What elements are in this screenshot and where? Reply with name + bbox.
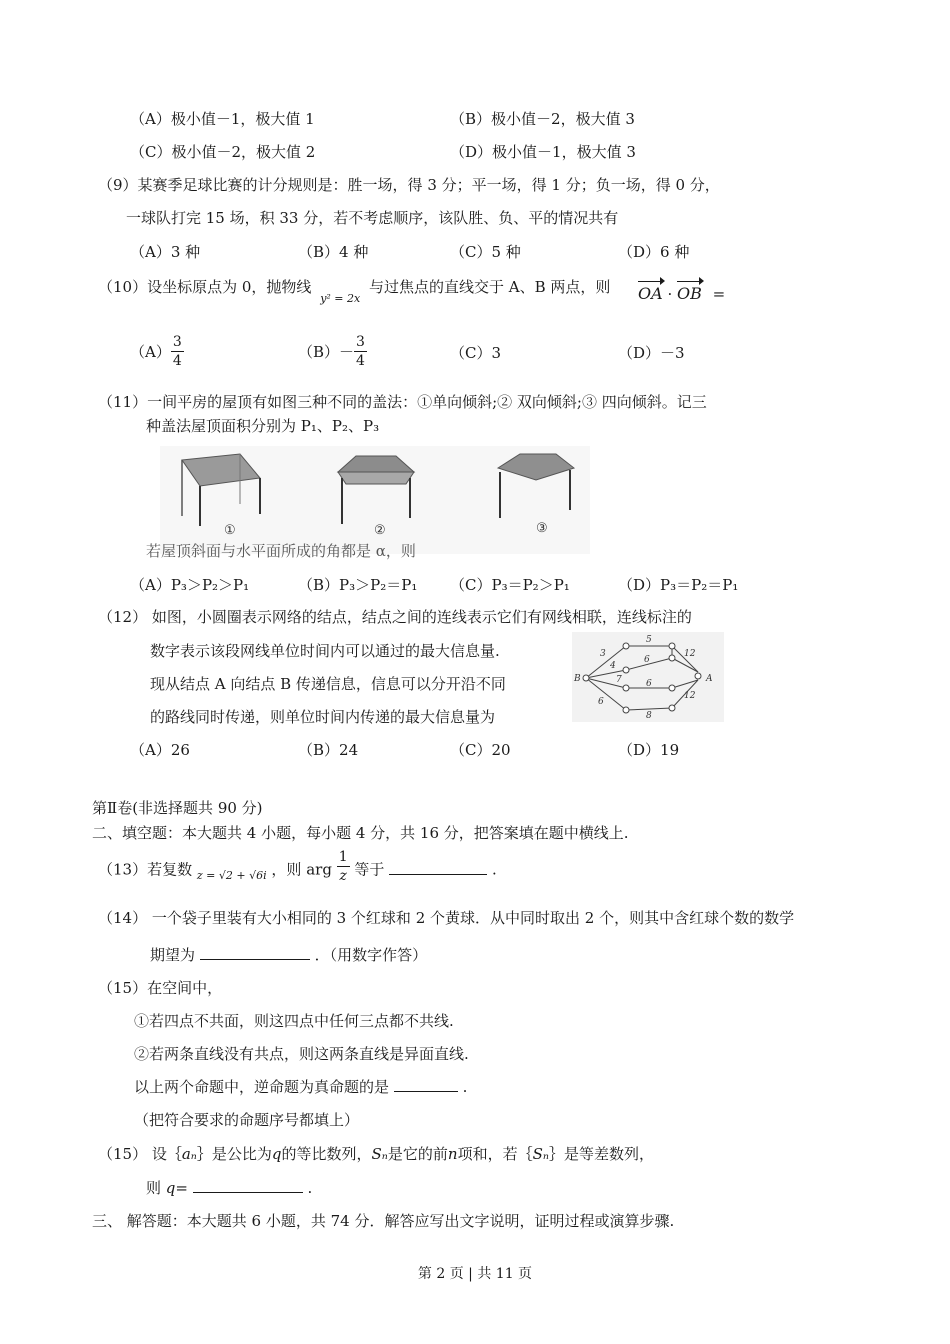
q15-answer-blank[interactable] [394, 1077, 458, 1092]
frac-denominator: 4 [356, 353, 365, 369]
vector-oa: OA [638, 284, 663, 303]
q8-option-b: （B）极小值－2，极大值 3 [450, 110, 635, 128]
q11-stem-line2: 种盖法屋顶面积分别为 P₁、P₂、P₃ [146, 417, 380, 435]
edge-label: 12 [684, 649, 696, 659]
q16-label: （15） 设｛ [98, 1145, 182, 1163]
q11-stem-line1: （11）一间平房的屋顶有如图三种不同的盖法：①单向倾斜;② 双向倾斜;③ 四向倾斜。记三 [98, 393, 707, 411]
q14-line2-suffix: ．（用数字作答） [314, 946, 428, 964]
q16-line2-suffix: . [307, 1179, 313, 1197]
edge-label: 7 [616, 675, 622, 685]
q16-text: 项和，若｛ [457, 1145, 533, 1163]
frac-numerator: 3 [356, 334, 365, 350]
q8-option-d: （D）极小值－1，极大值 3 [450, 143, 636, 161]
q9-stem-line1: （9）某赛季足球比赛的计分规则是：胜一场，得 3 分；平一场，得 1 分；负一场，得 0 分， [98, 176, 720, 194]
q13 [98, 849, 497, 889]
edge-label: 4 [610, 661, 616, 671]
q11-option-d: （D）P₃＝P₂＝P₁ [618, 576, 739, 594]
q14-answer-blank[interactable] [200, 945, 310, 960]
q10-option-d: （D）－3 [618, 344, 685, 362]
edge-label: 6 [644, 655, 650, 665]
q8-option-c: （C）极小值－2，极大值 2 [130, 143, 316, 161]
part2-title: 第Ⅱ卷(非选择题共 90 分) [92, 799, 263, 817]
frac-numerator: 3 [172, 334, 182, 350]
ratio-q: q [271, 1145, 282, 1163]
q11-stem-line3: 若屋顶斜面与水平面所成的角都是 α，则 [146, 542, 416, 560]
network-graph [572, 632, 724, 722]
q10-option-b-label: （B）－ [298, 343, 355, 361]
q10-vector-expression [638, 284, 725, 303]
q10-option-c: （C）3 [450, 344, 502, 362]
roof-label-2: ② [374, 523, 386, 538]
q15-stem-line4 [134, 1076, 467, 1097]
edge-label: 6 [598, 697, 604, 707]
q10-option-a [130, 333, 184, 370]
dot-operator: · [667, 285, 673, 303]
q16-text: 的等比数列， [281, 1145, 372, 1163]
q8-option-a: （A）极小值－1，极大值 1 [130, 110, 315, 128]
section3-heading: 三、 解答题：本大题共 6 小题，共 74 分．解答应写出文字说明，证明过程或演算步骤. [92, 1212, 675, 1230]
page-footer: 第 2 页 | 共 11 页 [417, 1266, 533, 1282]
q12-option-a: （A）26 [130, 741, 190, 759]
roof-label-1: ① [224, 523, 236, 538]
q16-answer-blank[interactable] [193, 1178, 303, 1193]
edge-label: 8 [646, 711, 652, 721]
q10-option-b [298, 333, 367, 370]
q15-line4-prefix: 以上两个命题中，逆命题为真命题的是 [134, 1078, 390, 1096]
q9-option-d: （D）6 种 [618, 243, 690, 261]
roof-label-3: ③ [536, 521, 548, 536]
q15-proposition-1: ①若四点不共面，则这四点中任何三点都不共线. [134, 1012, 454, 1030]
q15-note: （把符合要求的命题序号都填上） [134, 1111, 360, 1129]
q9-stem-line2: 一球队打完 15 场，积 33 分，若不考虑顺序，该队胜、负、平的情况共有 [126, 209, 619, 227]
q9-option-a: （A）3 种 [130, 243, 201, 261]
node-b-label: B [574, 674, 581, 684]
frac-denominator: 4 [172, 353, 182, 369]
q10-parabola: y² = 2x [320, 292, 361, 305]
edge-label: 6 [646, 679, 652, 689]
roof-figures [160, 446, 590, 554]
q13-complex-number: z = √2 + √6i [196, 868, 267, 882]
q9-option-c: （C）5 种 [450, 243, 521, 261]
q16-text: ｝是等差数列， [548, 1145, 654, 1163]
equals-sign: = [712, 285, 726, 303]
q16-text: 是它的前 [387, 1145, 448, 1163]
q12-stem-line4: 的路线同时传递，则单位时间内传递的最大信息量为 [150, 708, 496, 726]
q12-stem-line1: （12） 如图，小圆圈表示网络的结点，结点之间的连线表示它们有网线相联，连线标注的 [98, 608, 692, 626]
q10-stem-b: 与过焦点的直线交于 A、B 两点，则 [369, 278, 611, 296]
q13-answer-blank[interactable] [389, 860, 487, 875]
var-n: n [447, 1145, 458, 1163]
q13-stem: （13）若复数 [98, 860, 193, 879]
edge-label: 12 [684, 691, 696, 701]
q12-stem-line2: 数字表示该段网线单位时间内可以通过的最大信息量. [150, 642, 500, 660]
seq-a-n: aₙ [181, 1145, 197, 1163]
q10-stem-a: （10）设坐标原点为 0，抛物线 [98, 278, 312, 296]
edge-label: 3 [600, 649, 606, 659]
q12-stem-line3: 现从结点 A 向结点 B 传递信息，信息可以分开沿不同 [150, 675, 506, 693]
q-equals: q= [165, 1179, 188, 1197]
q15-proposition-2: ②若两条直线没有共点，则这两条直线是异面直线. [134, 1045, 469, 1063]
section2-heading: 二、填空题：本大题共 4 小题，每小题 4 分，共 16 分，把答案填在题中横线上. [92, 824, 629, 842]
q11-option-b: （B）P₃＞P₂＝P₁ [298, 576, 418, 594]
frac-denominator: z [339, 868, 347, 884]
q12-option-c: （C）20 [450, 741, 511, 759]
q14-stem-line1: （14） 一个袋子里装有大小相同的 3 个红球和 2 个黄球．从中同时取出 2 个，则其中含红球个数的数学 [98, 909, 795, 927]
q13-equals: 等于 [354, 860, 385, 879]
frac-numerator: 1 [338, 849, 348, 865]
q12-option-b: （B）24 [298, 741, 359, 759]
q11-option-c: （C）P₃＝P₂＞P₁ [450, 576, 570, 594]
sum-s-n: Sₙ [371, 1145, 388, 1163]
edge-label: 5 [646, 635, 652, 645]
q16-line2-prefix: 则 [146, 1179, 162, 1197]
q16-stem-line1 [98, 1143, 654, 1164]
q16-text: ｝是公比为 [196, 1145, 272, 1163]
node-a-label: A [706, 674, 713, 684]
q10-option-a-label: （A） [130, 343, 171, 361]
q16-stem-line2 [146, 1177, 312, 1198]
q13-end: . [491, 860, 497, 879]
q14-line2-prefix: 期望为 [150, 946, 196, 964]
q14-stem-line2 [150, 944, 427, 965]
q12-option-d: （D）19 [618, 741, 680, 759]
q13-then: ，则 [271, 860, 302, 879]
vector-ob: OB [677, 284, 702, 303]
arg-function: arg [306, 860, 332, 879]
sum-s-n: Sₙ [532, 1145, 549, 1163]
q9-option-b: （B）4 种 [298, 243, 369, 261]
q15-line4-suffix: . [462, 1078, 468, 1096]
q11-option-a: （A）P₃＞P₂＞P₁ [130, 576, 250, 594]
q10-stem [98, 276, 611, 305]
q15-stem-line1: （15）在空间中， [98, 979, 223, 997]
